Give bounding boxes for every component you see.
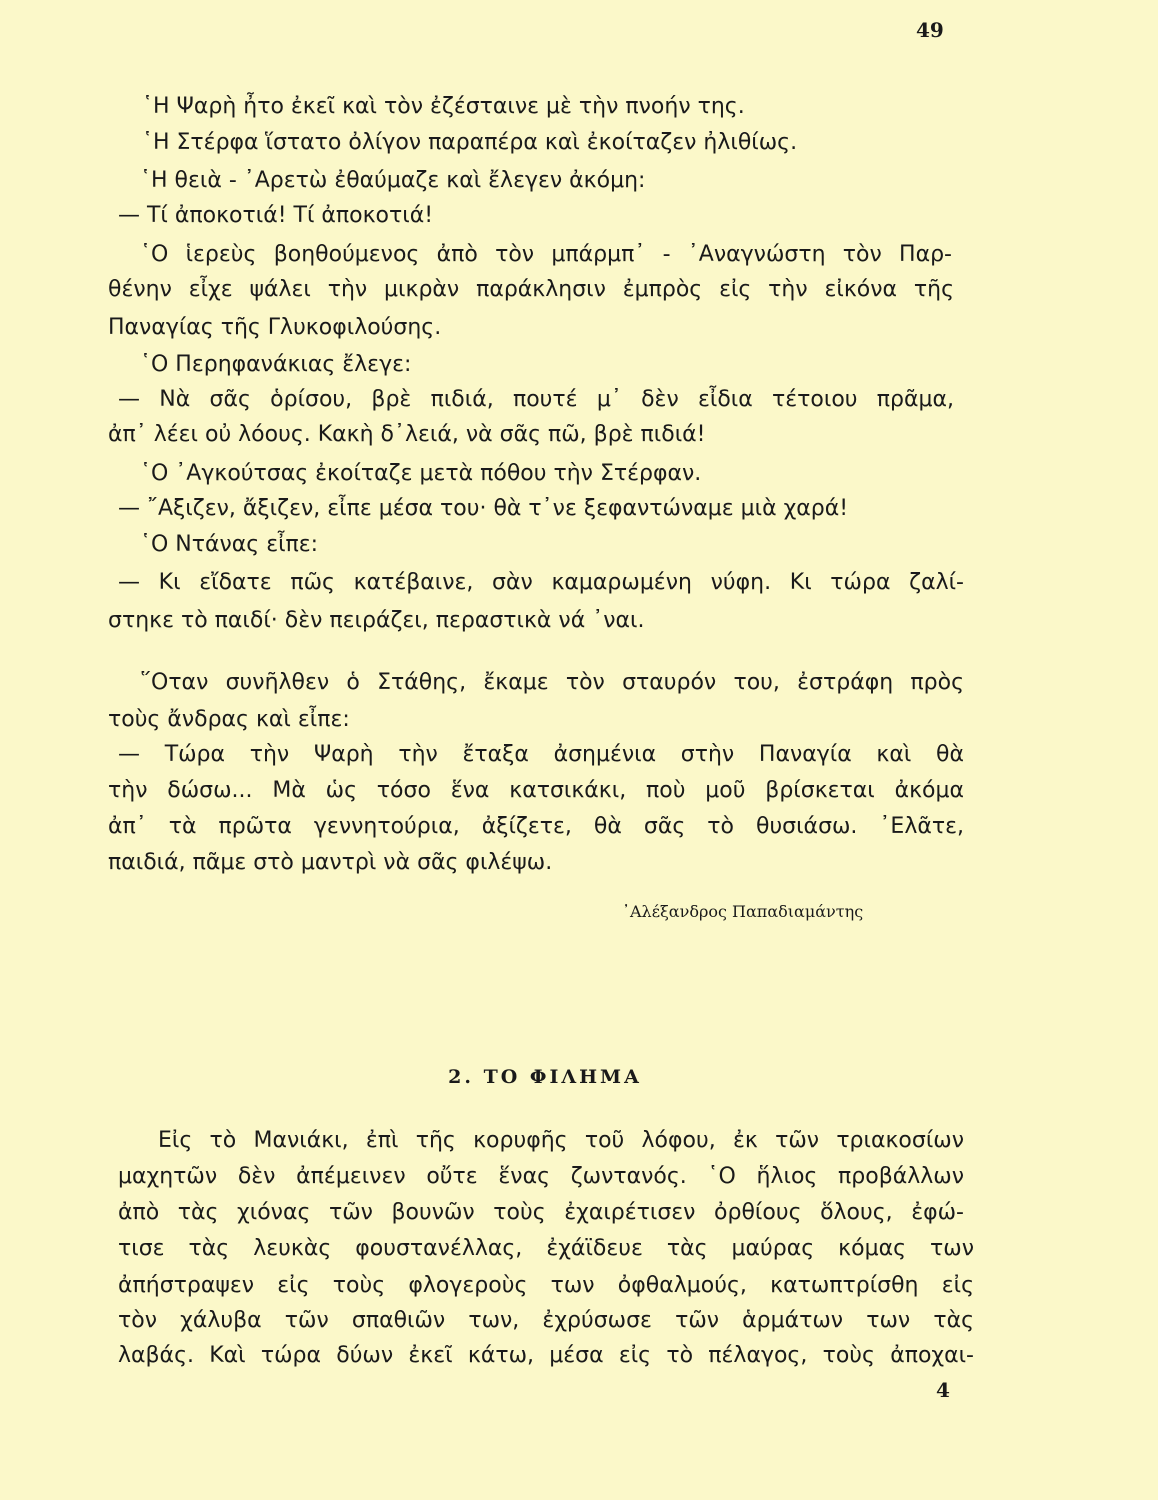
text-line: παιδιά, πᾶμε στὸ μαντρὶ νὰ σᾶς φιλέψω. [108,850,553,875]
text-line: ῾Ο Περηφανάκιας ἔλεγε: [140,352,412,377]
text-line: — Νὰ σᾶς ὁρίσου, βρὲ πιδιά, πουτέ μ᾿ δὲν εἶδια τέτοιου πρᾶμα, [118,387,954,412]
text-line: — Κι εἴδατε πῶς κατέβαινε, σὰν καμαρωμένη νύφη. Κι τώρα ζαλί- [118,570,964,595]
text-line: ῾Ο Ντάνας εἶπε: [140,532,319,557]
text-line: ῾Η Στέρφα ἵστατο ὀλίγον παραπέρα καὶ ἐκοίταζεν ἠλιθίως. [142,130,798,155]
text-line: ῾Ο ᾿Αγκούτσας ἐκοίταζε μετὰ πόθου τὴν Στέρφαν. [140,461,702,486]
text-line: μαχητῶν δὲν ἀπέμεινεν οὔτε ἕνας ζωντανός. ῾Ο ἥλιος προβάλλων [118,1164,964,1189]
text-line: τὸν χάλυβα τῶν σπαθιῶν των, ἐχρύσωσε τῶν ἁρμάτων των τὰς [118,1308,974,1333]
text-line: ῞Οταν συνῆλθεν ὁ Στάθης, ἔκαμε τὸν σταυρόν του, ἐστράφη πρὸς [140,670,964,695]
text-line: ἀπ᾿ τὰ πρῶτα γεννητούρια, ἀξίζετε, θὰ σᾶς τὸ θυσιάσω. ᾿Ελᾶτε, [108,814,964,839]
text-line: ἀπ᾿ λέει οὐ λόους. Κακὴ δ᾿λειά, νὰ σᾶς πῶ, βρὲ πιδιά! [108,422,706,447]
text-line: τοὺς ἄνδρας καὶ εἶπε: [108,707,350,732]
text-line: στηκε τὸ παιδί· δὲν πειράζει, περαστικὰ νά ᾿ναι. [108,608,645,633]
text-line: ῾Η Ψαρὴ ἦτο ἐκεῖ καὶ τὸν ἐζέσταινε μὲ τὴν πνοήν της. [142,94,745,119]
text-line: ῾Η θειὰ - ᾿Αρετὼ ἐθαύμαζε καὶ ἔλεγεν ἀκόμη: [140,168,646,193]
section-title: 2. ΤΟ ΦΙΛΗΜΑ [448,1066,642,1088]
text-line: ἀπήστραψεν εἰς τοὺς φλογεροὺς των ὀφθαλμούς, κατωπτρίσθη εἰς [118,1273,974,1298]
text-line: τὴν δώσω... Μὰ ὡς τόσο ἕνα κατσικάκι, ποὺ μοῦ βρίσκεται ἀκόμα [108,778,964,803]
author-signature: ᾿Αλέξανδρος Παπαδιαμάντης [622,902,864,921]
text-line: — Τί ἀποκοτιά! Τί ἀποκοτιά! [118,203,434,228]
text-line: ῾Ο ἱερεὺς βοηθούμενος ἀπὸ τὸν μπάρμπ᾿ - ᾿Αναγνώστη τὸν Παρ- [140,242,952,267]
page-number: 49 [916,18,944,42]
text-line: τισε τὰς λευκὰς φουστανέλλας, ἐχάϊδευε τὰς μαύρας κόμας των [118,1236,974,1261]
text-line: — Τώρα τὴν Ψαρὴ τὴν ἔταξα ἀσημένια στὴν Παναγία καὶ θὰ [118,742,964,767]
printer-signature-mark: 4 [936,1378,950,1402]
text-line: λαβάς. Καὶ τώρα δύων ἐκεῖ κάτω, μέσα εἰς τὸ πέλαγος, τοὺς ἀποχαι- [118,1343,974,1368]
text-line: Παναγίας τῆς Γλυκοφιλούσης. [108,315,442,340]
text-line: θένην εἶχε ψάλει τὴν μικρὰν παράκλησιν ἐμπρὸς εἰς τὴν εἰκόνα τῆς [108,277,954,302]
text-line: ἀπὸ τὰς χιόνας τῶν βουνῶν τοὺς ἐχαιρέτισεν ὀρθίους ὅλους, ἐφώ- [118,1200,964,1225]
text-line: — ῎Αξιζεν, ἄξιζεν, εἶπε μέσα του· θὰ τ᾿νε ξεφαντώναμε μιὰ χαρά! [118,496,849,521]
text-line: Εἰς τὸ Μανιάκι, ἐπὶ τῆς κορυφῆς τοῦ λόφου, ἐκ τῶν τριακοσίων [158,1128,964,1153]
